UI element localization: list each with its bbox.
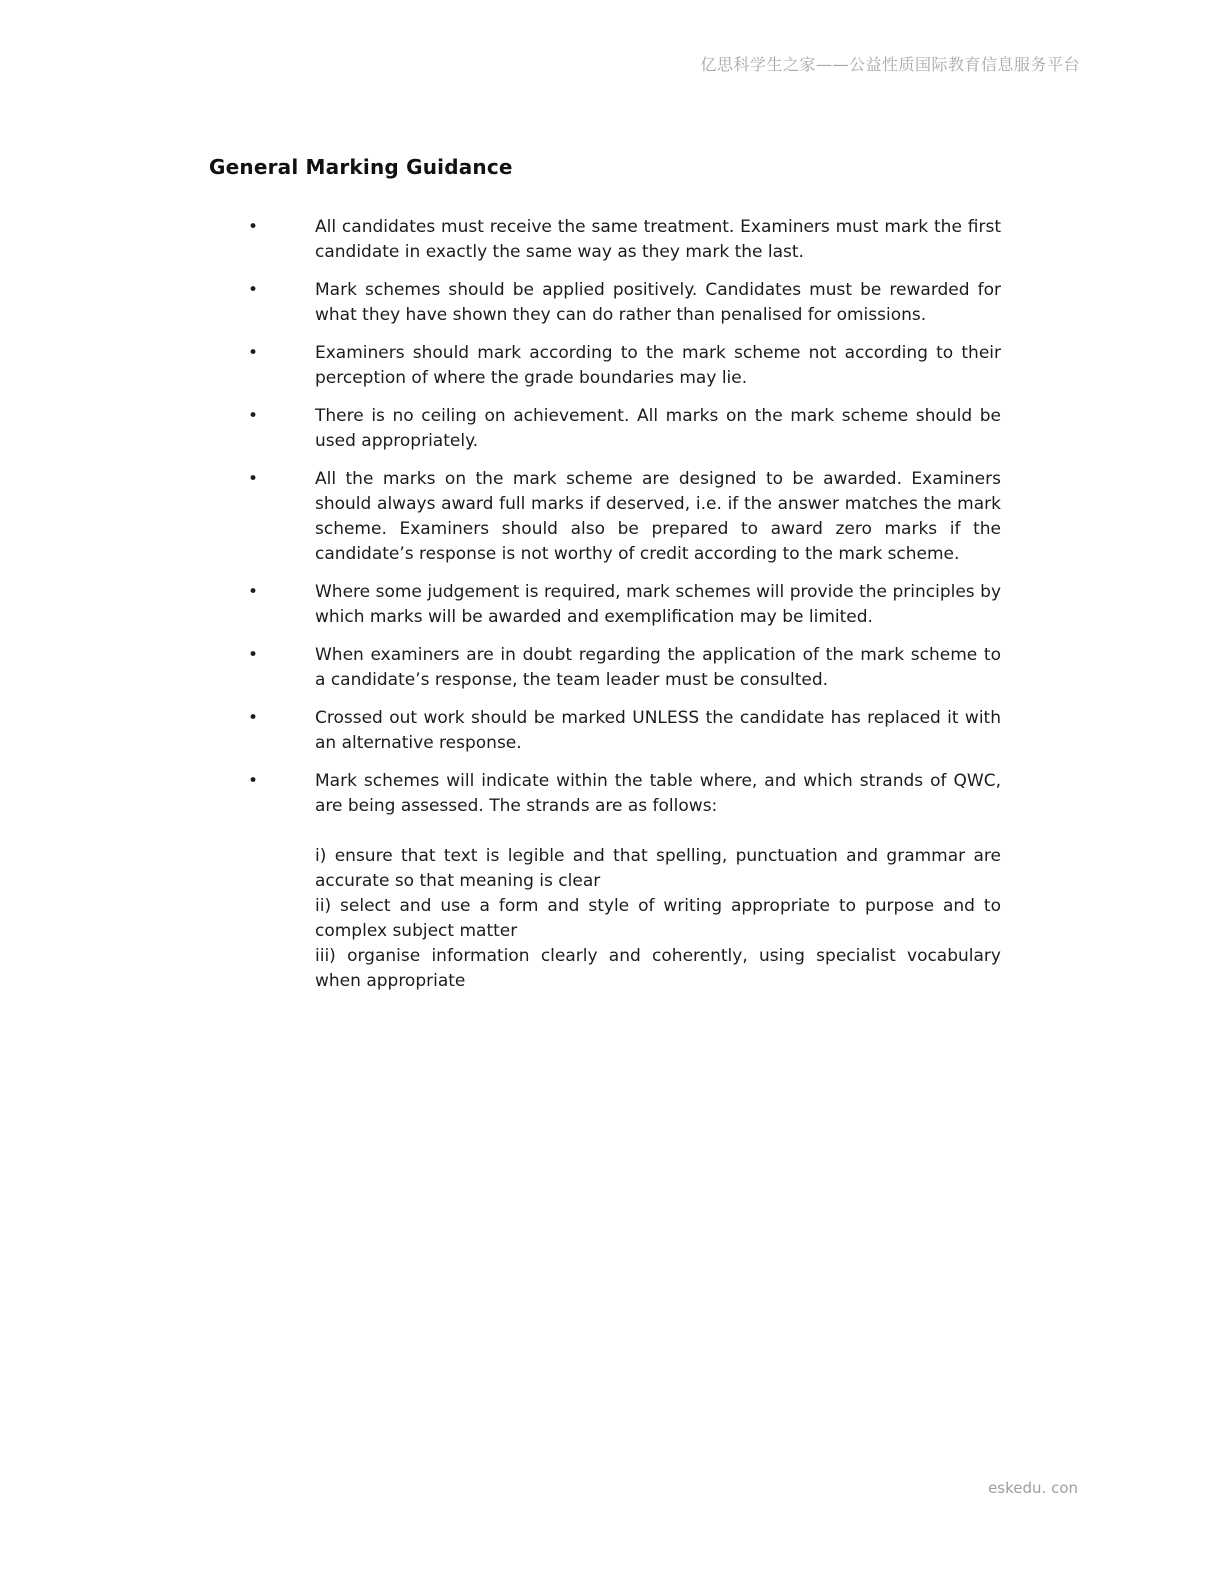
bullet-text: Examiners should mark according to the mark scheme not according to their perception of where the grade boundaries may lie.	[315, 343, 1001, 388]
bullet-item	[209, 404, 1001, 454]
bullet-icon: •	[248, 708, 259, 728]
bullet-icon: •	[248, 280, 259, 300]
bullet-item	[209, 467, 1001, 567]
bullet-item	[209, 215, 1001, 265]
footer-watermark: eskedu. con	[988, 1479, 1078, 1497]
bullet-icon: •	[248, 406, 259, 426]
bullet-text: All candidates must receive the same treatment. Examiners must mark the first candidate in exactly the same way as they mark the last.	[315, 217, 1001, 262]
bullet-item	[209, 706, 1001, 756]
qwc-strand: ii) select and use a form and style of writing appropriate to purpose and to complex subject matter	[315, 896, 1001, 941]
qwc-strands	[315, 844, 1001, 994]
bullet-text: Crossed out work should be marked UNLESS the candidate has replaced it with an alternative response.	[315, 708, 1001, 753]
page-title: General Marking Guidance	[209, 155, 513, 179]
bullet-icon: •	[248, 645, 259, 665]
bullet-icon: •	[248, 582, 259, 602]
bullet-text: When examiners are in doubt regarding the application of the mark scheme to a candidate’s response, the team leader must be consulted.	[315, 645, 1001, 690]
bullet-text: Where some judgement is required, mark schemes will provide the principles by which marks will be awarded and exemplification may be limited.	[315, 582, 1001, 627]
bullet-list	[209, 215, 1001, 994]
bullet-item	[209, 643, 1001, 693]
qwc-strand: i) ensure that text is legible and that spelling, punctuation and grammar are accurate so that meaning is clear	[315, 846, 1001, 891]
document-body	[209, 155, 1001, 1007]
bullet-text-group	[315, 769, 1001, 994]
bullet-text: There is no ceiling on achievement. All marks on the mark scheme should be used appropriately.	[315, 406, 1001, 451]
bullet-item	[209, 580, 1001, 630]
header-watermark: 亿思科学生之家——公益性质国际教育信息服务平台	[700, 55, 1080, 74]
bullet-item	[209, 341, 1001, 391]
bullet-icon: •	[248, 771, 259, 791]
bullet-text: All the marks on the mark scheme are designed to be awarded. Examiners should always award full marks if deserved, i.e. if the answer matches the mark scheme. Examiners should also be prepared to award zero marks if the candidate’s response is not worthy of credit according to the mark scheme.	[315, 469, 1001, 564]
qwc-strand: iii) organise information clearly and coherently, using specialist vocabulary when appropriate	[315, 946, 1001, 991]
bullet-text: Mark schemes should be applied positively. Candidates must be rewarded for what they have shown they can do rather than penalised for omissions.	[315, 280, 1001, 325]
bullet-icon: •	[248, 343, 259, 363]
bullet-icon: •	[248, 469, 259, 489]
bullet-icon: •	[248, 217, 259, 237]
bullet-text: Mark schemes will indicate within the table where, and which strands of QWC, are being assessed. The strands are as follows:	[315, 771, 1001, 816]
bullet-item	[209, 278, 1001, 328]
bullet-item	[209, 769, 1001, 994]
